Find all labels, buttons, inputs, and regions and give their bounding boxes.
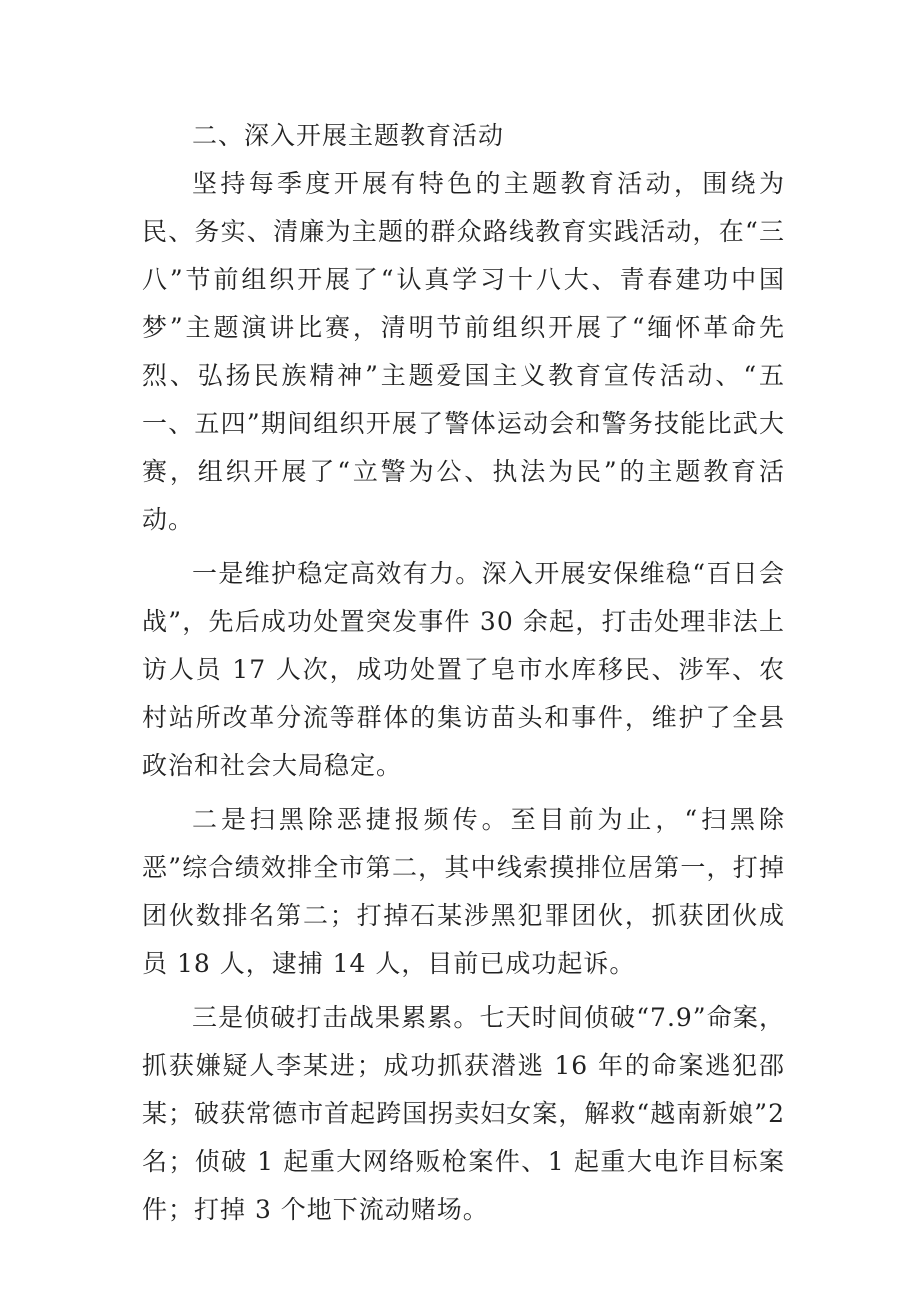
paragraph-case-solving: 三是侦破打击战果累累。七天时间侦破“7.9”命案，抓获嫌疑人李某进；成功抓获潜逃 16 年的命案逃犯邵某；破获常德市首起跨国拐卖妇女案，解救“越南新娘”2 名；侦破 1 起重大网络贩枪案件、1 起重大电诈目标案件；打掉 3 个地下流动赌场。: [142, 1003, 785, 1224]
paragraph-stability: 一是维护稳定高效有力。深入开展安保维稳“百日会战”，先后成功处置突发事件 30 余起，打击处理非法上访人员 17 人次，成功处置了皂市水库移民、涉军、农村站所改革分流等群体的集访苗头和事件，维护了全县政治和社会大局稳定。: [142, 559, 785, 780]
document-body: [142, 112, 785, 1234]
paragraph-theme-education: 坚持每季度开展有特色的主题教育活动，围绕为民、务实、清廉为主题的群众路线教育实践活动，在“三八”节前组织开展了“认真学习十八大、青春建功中国梦”主题演讲比赛，清明节前组织开展了“缅怀革命先烈、弘扬民族精神”主题爱国主义教育宣传活动、“五一、五四”期间组织开展了警体运动会和警务技能比武大赛，组织开展了“立警为公、执法为民”的主题教育活动。: [142, 169, 785, 534]
section-heading: 二、深入开展主题教育活动: [192, 121, 505, 150]
paragraph-anti-crime: 二是扫黑除恶捷报频传。至目前为止，“扫黑除恶”综合绩效排全市第二，其中线索摸排位居第一，打掉团伙数排名第二；打掉石某涉黑犯罪团伙，抓获团伙成员 18 人，逮捕 14 人，目前已成功起诉。: [142, 805, 785, 978]
